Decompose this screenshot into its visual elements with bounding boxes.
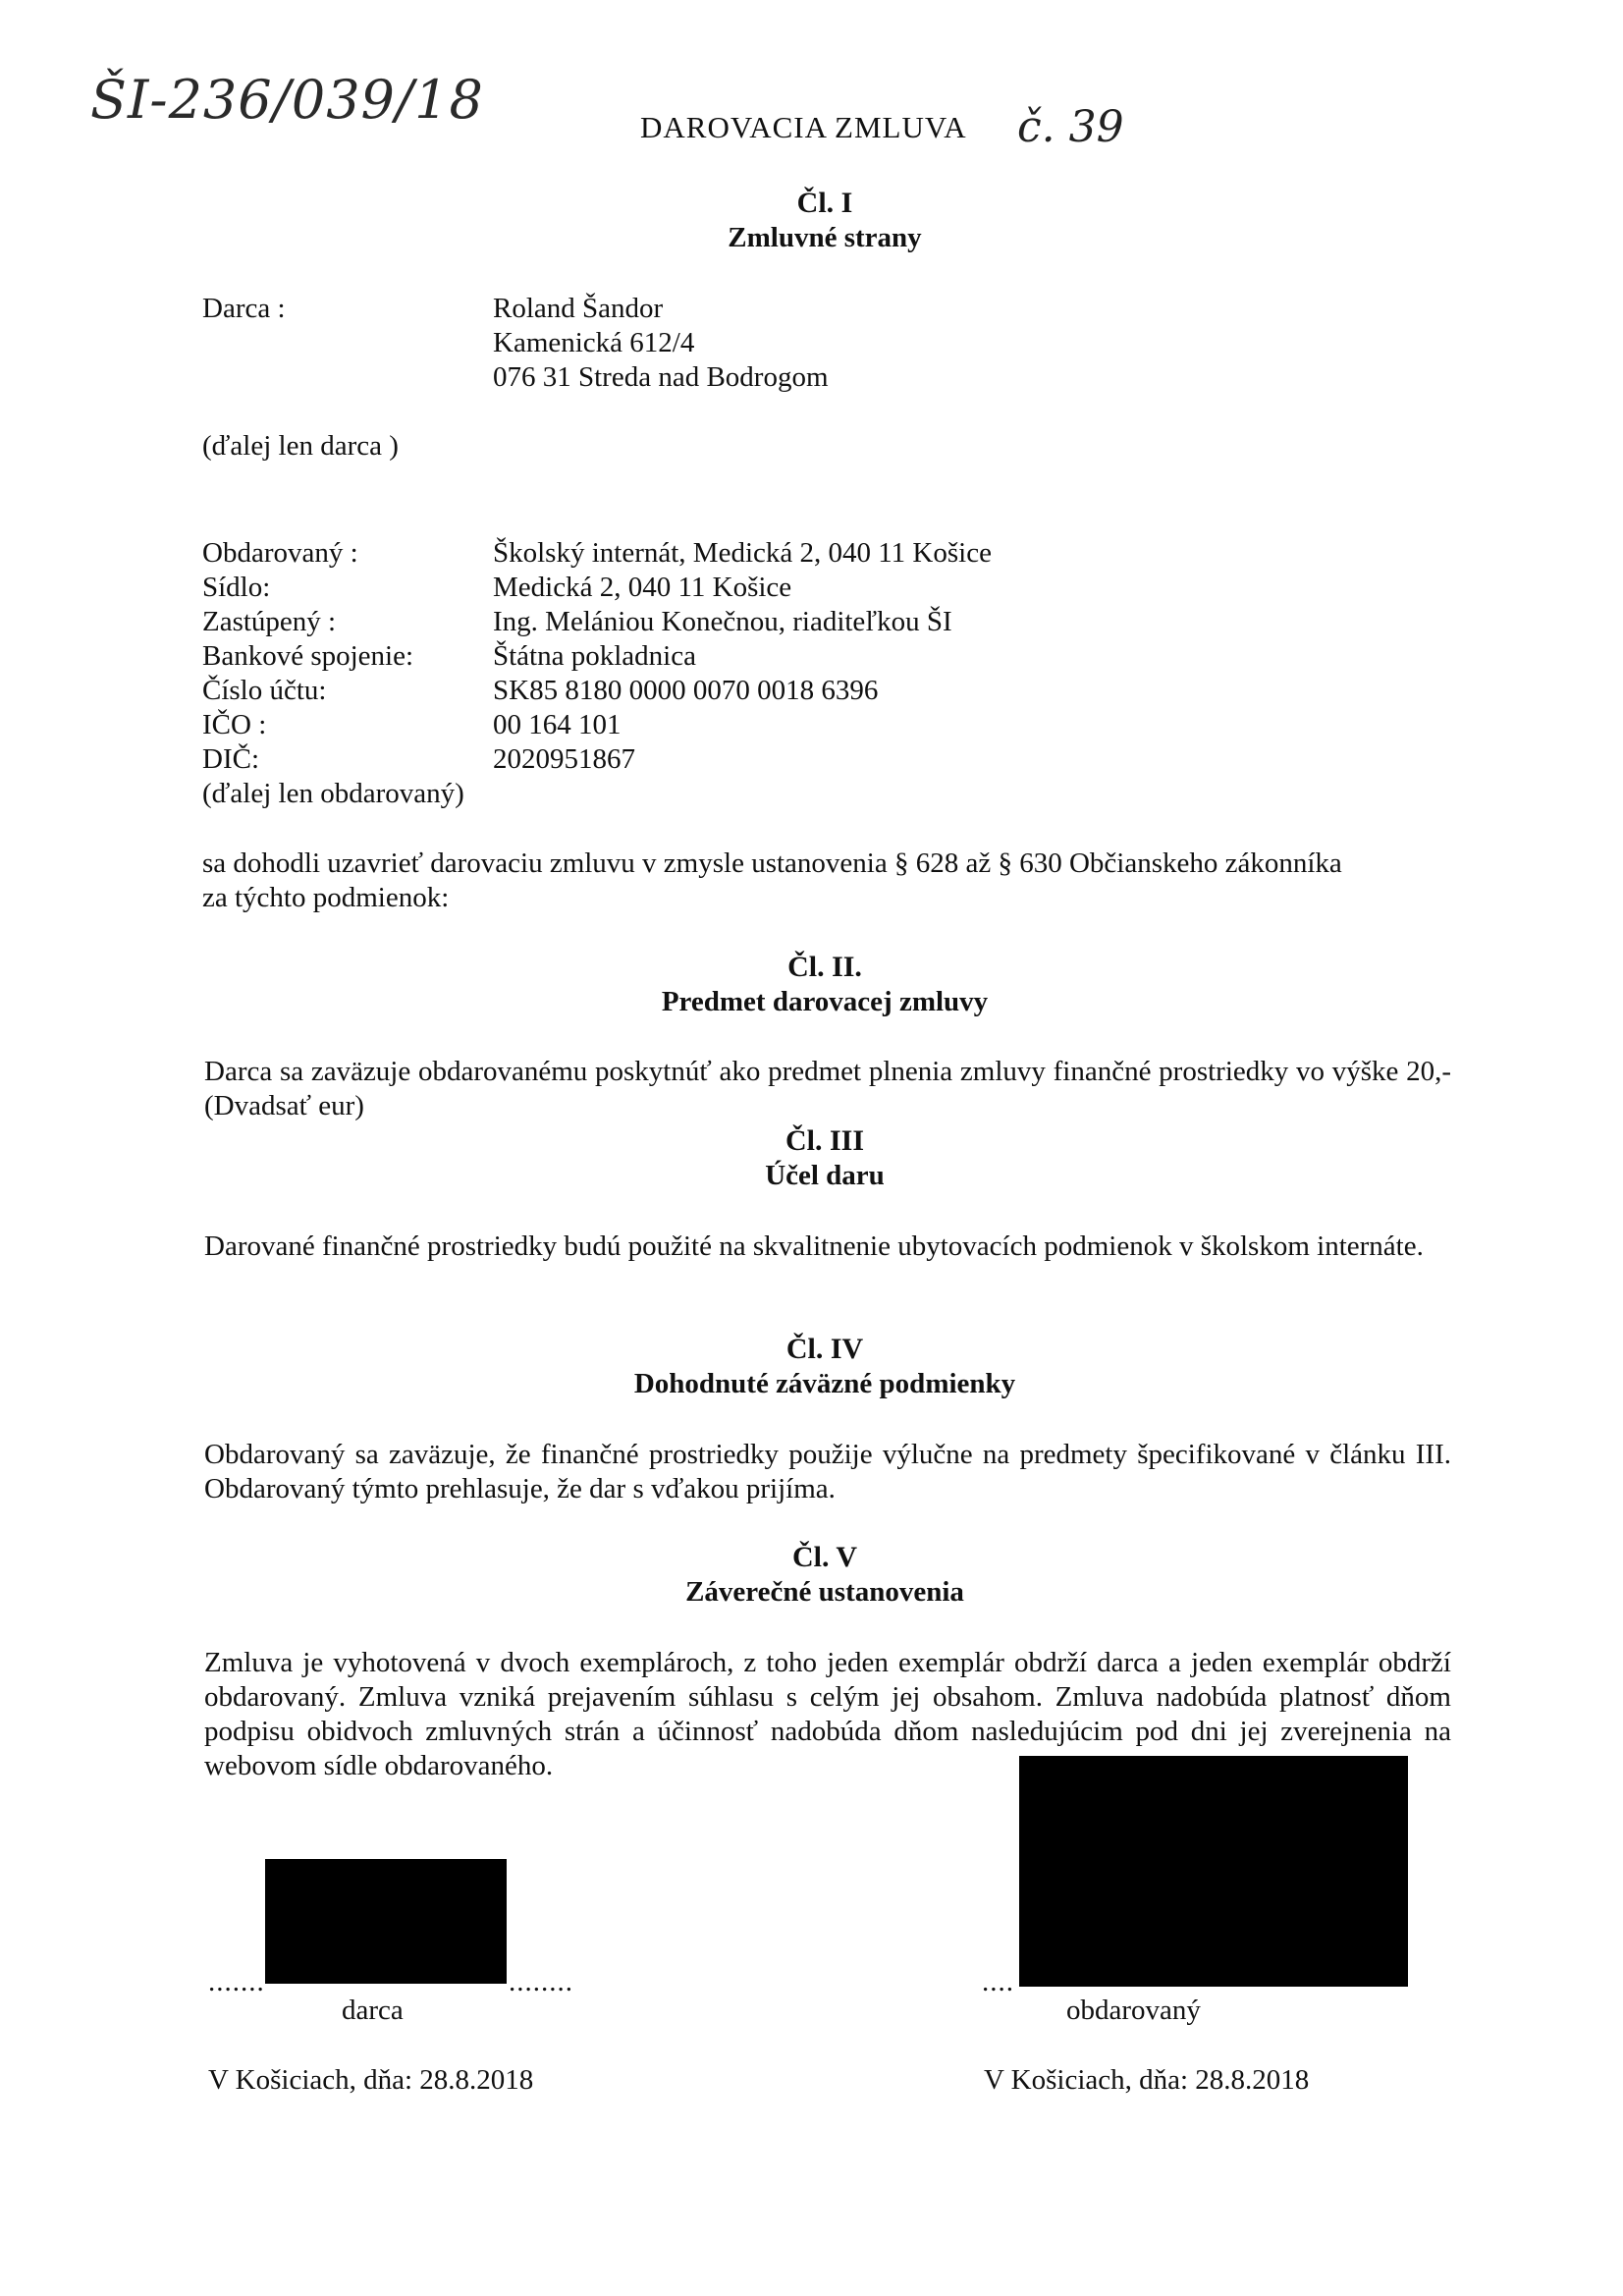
donor-signature-line-right: ........ [509,1966,573,1997]
section-3-title: Účel daru [765,1160,885,1191]
recipient-signature-redaction [1019,1756,1408,1987]
purpose-paragraph [204,1230,1451,1264]
purpose-text: Darované finančné prostriedky budú použité na skvalitnenie ubytovacích podmienok v školskom internáte. [204,1230,1424,1262]
recipient-signature-line: .... [982,1966,1014,1997]
recipient-label-ico: IČO : [202,709,267,740]
recipient-label-bank: Bankové spojenie: [202,640,414,672]
section-2-number: Čl. II. [787,951,862,983]
donor-signature-label: darca [342,1995,404,2026]
donor-city: 076 31 Streda nad Bodrogom [493,361,829,393]
donor-note: (ďalej len darca ) [202,430,399,462]
recipient-place-date: V Košiciach, dňa: 28.8.2018 [984,2064,1310,2096]
donor-signature-redaction [265,1859,507,1984]
section-5-number: Čl. V [791,1541,858,1573]
recipient-label-representative: Zastúpený : [202,606,337,637]
section-2-title: Predmet darovacej zmluvy [661,986,989,1017]
subject-text: Darca sa zaväzuje obdarovanému poskytnúť ako predmet plnenia zmluvy finančné prostriedky vo výške 20,- (Dvadsať eur) [204,1056,1451,1121]
recipient-value-name: Školský internát, Medická 2, 040 11 Košice [493,537,992,569]
document-title: DAROVACIA ZMLUVA [640,110,967,144]
handwritten-reference-number: ŠI-236/039/18 [90,69,484,131]
recipient-value-bank: Štátna pokladnica [493,640,696,672]
donor-name: Roland Šandor [493,293,664,324]
recipient-note: (ďalej len obdarovaný) [202,778,464,809]
recipient-value-ico: 00 164 101 [493,709,622,740]
donor-place-date: V Košiciach, dňa: 28.8.2018 [208,2064,534,2096]
donor-signature-line-left: ....... [208,1966,265,1997]
section-1-number: Čl. I [796,187,853,219]
recipient-value-representative: Ing. Melániou Konečnou, riaditeľkou ŠI [493,606,952,637]
conditions-text: Obdarovaný sa zaväzuje, že finančné prostriedky použije výlučne na predmety špecifikované v článku III. Obdarovaný týmto prehlasuje, že dar s vďakou prijíma. [204,1439,1451,1504]
recipient-label-dic: DIČ: [202,743,259,775]
donor-label: Darca : [202,293,286,324]
agreement-line-2: za týchto podmienok: [202,882,450,913]
section-4-title: Dohodnuté záväzné podmienky [633,1368,1016,1399]
handwritten-contract-number: č. 39 [1017,102,1124,152]
agreement-line-1: sa dohodli uzavrieť darovaciu zmluvu v zmysle ustanovenia § 628 až § 630 Občianskeho zákonníka [202,847,1342,879]
section-1-title: Zmluvné strany [728,222,922,253]
recipient-value-dic: 2020951867 [493,743,635,775]
conditions-paragraph [204,1438,1451,1506]
section-4-number: Čl. IV [785,1333,864,1365]
final-provisions-text: Zmluva je vyhotovená v dvoch exemplároch, z toho jeden exemplár obdrží darca a jeden exemplár obdrží obdarovaný. Zmluva vzniká prejavením súhlasu s celým jej obsahom. Zmluva nadobúda platnosť dňom podpisu obidvoch zmluvných strán a účinnosť nadobúda dňom nasledujúcim pod dni jej zverejnenia na webovom sídle obdarovaného. [204,1647,1451,1781]
recipient-signature-label: obdarovaný [1066,1995,1201,2026]
recipient-label-name: Obdarovaný : [202,537,358,569]
subject-paragraph [204,1055,1451,1123]
donor-street: Kamenická 612/4 [493,327,695,358]
recipient-value-seat: Medická 2, 040 11 Košice [493,572,792,603]
recipient-value-account: SK85 8180 0000 0070 0018 6396 [493,675,879,706]
recipient-label-seat: Sídlo: [202,572,271,603]
section-3-number: Čl. III [784,1124,865,1157]
section-5-title: Záverečné ustanovenia [685,1576,964,1608]
recipient-label-account: Číslo účtu: [202,675,327,706]
